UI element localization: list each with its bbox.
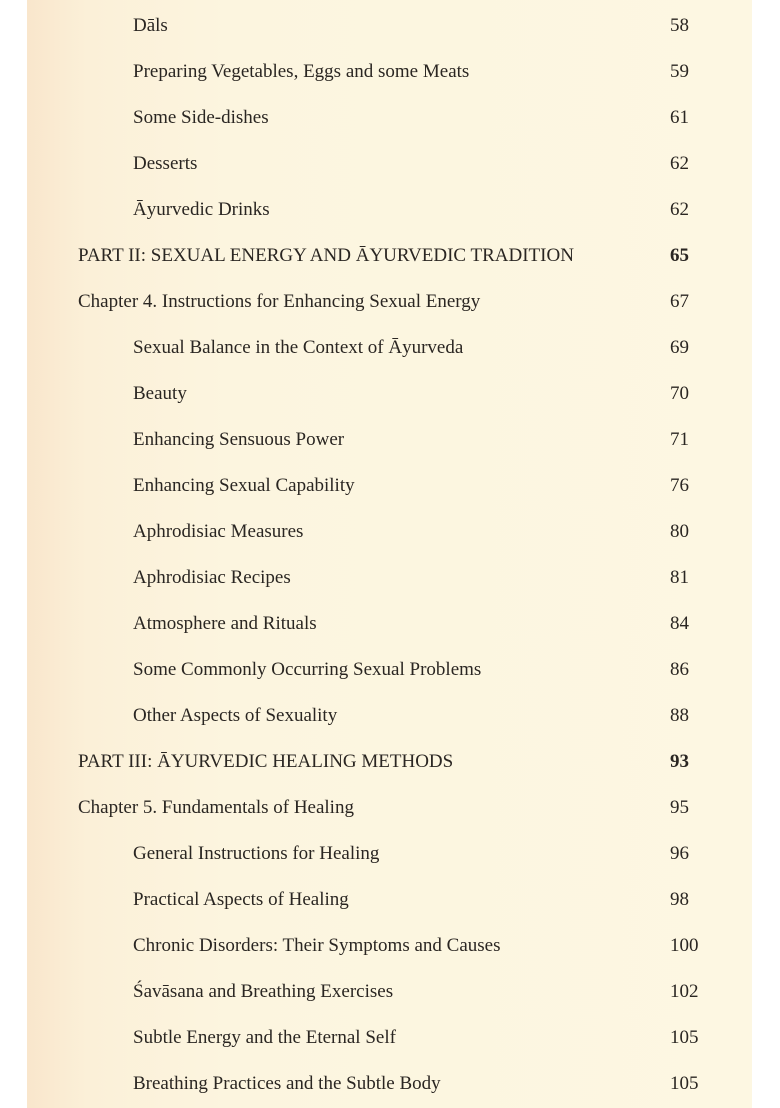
- toc-entry: [27, 195, 752, 225]
- toc-entry-page: 93: [670, 751, 689, 772]
- toc-entry-title: Chapter 4. Instructions for Enhancing Sexual Energy: [78, 291, 481, 312]
- toc-entry: [27, 11, 752, 41]
- toc-entry-page: 71: [670, 429, 689, 450]
- toc-entry: [27, 1069, 752, 1099]
- toc-entry-page: 80: [670, 521, 689, 542]
- toc-entry-title: Enhancing Sexual Capability: [133, 475, 355, 496]
- toc-entry: [27, 885, 752, 915]
- toc-entry-page: 62: [670, 199, 689, 220]
- toc-entry: [27, 747, 752, 777]
- toc-entry-title: Dāls: [133, 15, 168, 36]
- toc-entry-page: 59: [670, 61, 689, 82]
- toc-entry: [27, 931, 752, 961]
- toc-entry-title: Desserts: [133, 153, 198, 174]
- toc-entry-title: Enhancing Sensuous Power: [133, 429, 345, 450]
- toc-entry-title: Beauty: [133, 383, 187, 404]
- toc-entry: [27, 379, 752, 409]
- toc-entry-page: 58: [670, 15, 689, 36]
- toc-entry-page: 70: [670, 383, 689, 404]
- toc-entry: [27, 1023, 752, 1053]
- toc-entry-title: Āyurvedic Drinks: [133, 199, 270, 220]
- toc-entry-page: 100: [670, 935, 699, 956]
- toc-entry: [27, 563, 752, 593]
- toc-entry: [27, 517, 752, 547]
- toc-entry-page: 81: [670, 567, 689, 588]
- toc-entry-title: PART II: SEXUAL ENERGY AND ĀYURVEDIC TRADITION: [78, 245, 574, 266]
- toc-entry: [27, 839, 752, 869]
- toc-entry: [27, 471, 752, 501]
- toc-entry-title: Some Commonly Occurring Sexual Problems: [133, 659, 482, 680]
- toc-entry-title: Breathing Practices and the Subtle Body: [133, 1073, 441, 1094]
- toc-entry-page: 86: [670, 659, 689, 680]
- toc-entry-page: 61: [670, 107, 689, 128]
- toc-entry-title: Śavāsana and Breathing Exercises: [133, 981, 394, 1002]
- toc-entry-page: 67: [670, 291, 689, 312]
- book-page: [27, 0, 752, 1108]
- toc-entry-page: 65: [670, 245, 689, 266]
- toc-entry-title: Aphrodisiac Measures: [133, 521, 304, 542]
- toc-entry: [27, 425, 752, 455]
- toc-entry-page: 96: [670, 843, 689, 864]
- toc-entry-title: Practical Aspects of Healing: [133, 889, 349, 910]
- toc-entry-title: Chronic Disorders: Their Symptoms and Causes: [133, 935, 501, 956]
- toc-entry: [27, 793, 752, 823]
- toc-entry-title: Chapter 5. Fundamentals of Healing: [78, 797, 354, 818]
- toc-entry-page: 88: [670, 705, 689, 726]
- toc-entry-page: 102: [670, 981, 699, 1002]
- toc-entry: [27, 241, 752, 271]
- toc-entry: [27, 701, 752, 731]
- toc-entry-page: 98: [670, 889, 689, 910]
- toc-entry-page: 95: [670, 797, 689, 818]
- toc-entry: [27, 609, 752, 639]
- toc-entry-page: 105: [670, 1027, 699, 1048]
- toc-entry-title: Atmosphere and Rituals: [133, 613, 317, 634]
- toc-entry: [27, 149, 752, 179]
- toc-entry-page: 69: [670, 337, 689, 358]
- toc-entry: [27, 333, 752, 363]
- toc-entry-page: 84: [670, 613, 689, 634]
- toc-entry-title: General Instructions for Healing: [133, 843, 380, 864]
- toc-entry-title: Subtle Energy and the Eternal Self: [133, 1027, 396, 1048]
- toc-entry-page: 76: [670, 475, 689, 496]
- toc-entry-title: Preparing Vegetables, Eggs and some Meats: [133, 61, 470, 82]
- toc-entry-page: 105: [670, 1073, 699, 1094]
- toc-entry-title: Aphrodisiac Recipes: [133, 567, 291, 588]
- toc-entry: [27, 287, 752, 317]
- toc-entry-title: Sexual Balance in the Context of Āyurveda: [133, 337, 464, 358]
- toc-entry: [27, 103, 752, 133]
- toc-entry-page: 62: [670, 153, 689, 174]
- toc-entry: [27, 57, 752, 87]
- toc-entry: [27, 977, 752, 1007]
- toc-entry-title: PART III: ĀYURVEDIC HEALING METHODS: [78, 751, 454, 772]
- toc-entry-title: Other Aspects of Sexuality: [133, 705, 338, 726]
- toc-entry: [27, 655, 752, 685]
- toc-entry-title: Some Side-dishes: [133, 107, 269, 128]
